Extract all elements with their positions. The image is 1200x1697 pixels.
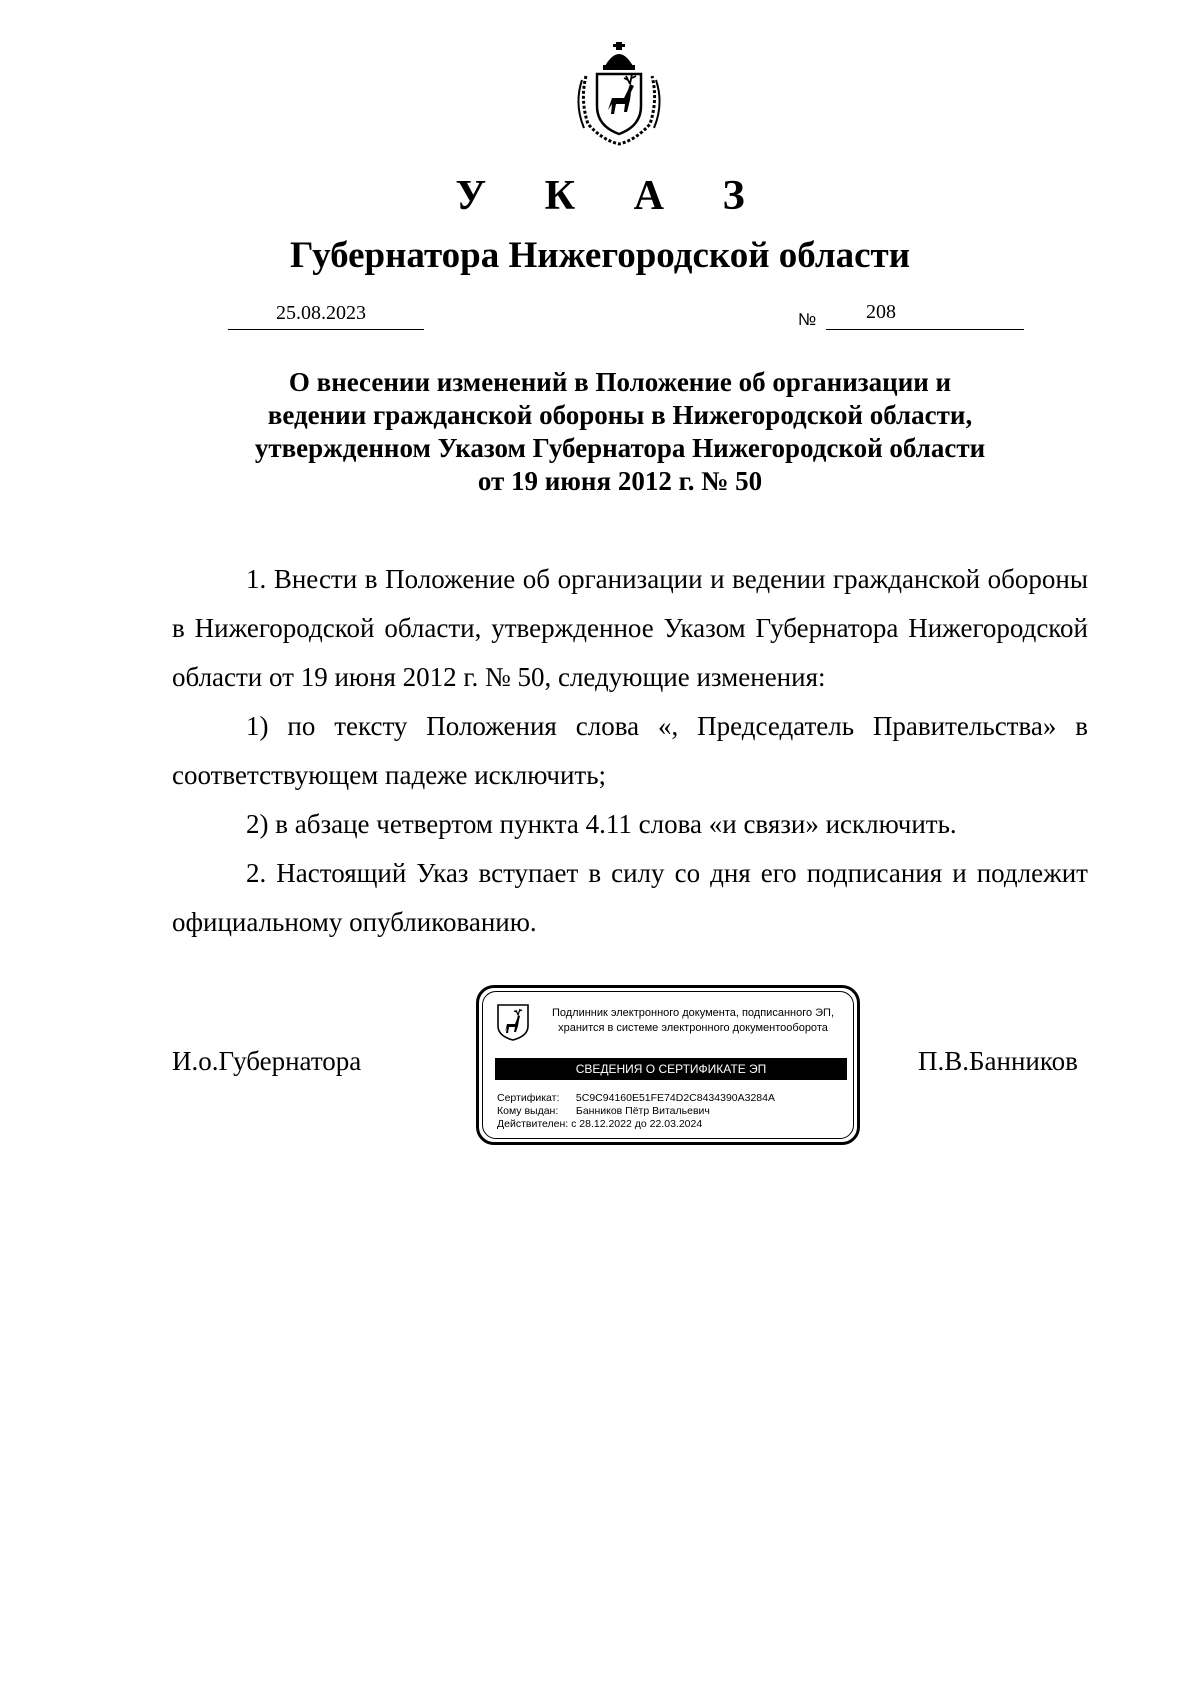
number-sign: № (798, 310, 817, 329)
document-subject (230, 366, 1010, 498)
number-underline (826, 303, 1024, 330)
certificate-label: Сертификат: (497, 1092, 560, 1104)
issued-to-value: Банников Пётр Витальевич (575, 1105, 710, 1117)
subject-line: О внесении изменений в Положение об организации и (288, 367, 952, 397)
certificate-value: 5C9C94160E51FE74D2C8434390A3284A (575, 1092, 775, 1104)
subject-line: от 19 июня 2012 г. № 50 (477, 466, 763, 496)
body-paragraph-1: 1. Внести в Положение об организации и ведении гражданской обороны в Нижегородской области, утвержденное Указом Губернатора Нижегородской области от 19 июня 2012 г. № 50, следующие изменения: (172, 564, 1088, 692)
document-date: 25.08.2023 (276, 302, 370, 327)
stamp-header-line: Подлинник электронного документа, подписанного ЭП, (551, 1007, 835, 1019)
deer-emblem-icon (495, 1002, 531, 1042)
body-paragraph-4: 2. Настоящий Указ вступает в силу со дня его подписания и подлежит официальному опубликованию. (172, 858, 1088, 937)
stamp-header (535, 1006, 851, 1036)
document-type-title: У К А З (455, 173, 769, 219)
coat-of-arms-icon (572, 40, 666, 146)
signatory-role: И.о.Губернатора (172, 1046, 362, 1076)
issuer-title: Губернатора Нижегородской области (289, 235, 911, 276)
certificate-details (497, 1092, 775, 1131)
issued-to-label: Кому выдан: (497, 1105, 559, 1117)
valid-value: с 28.12.2022 до 22.03.2024 (571, 1118, 703, 1130)
certificate-info-bar: СВЕДЕНИЯ О СЕРТИФИКАТЕ ЭП (495, 1058, 847, 1080)
stamp-header-line: хранится в системе электронного документооборота (558, 1022, 828, 1034)
valid-label: Действителен: (497, 1118, 569, 1130)
document-number: 208 (866, 301, 896, 323)
signatory-name: П.В.Банников (918, 1046, 1078, 1076)
electronic-signature-stamp (476, 985, 860, 1145)
subject-line: утвержденном Указом Губернатора Нижегородской области (254, 433, 986, 463)
body-paragraph-3: 2) в абзаце четвертом пункта 4.11 слова «и связи» исключить. (246, 809, 957, 839)
subject-line: ведении гражданской обороны в Нижегородской области, (267, 400, 973, 430)
document-body (172, 555, 1088, 947)
body-paragraph-2: 1) по тексту Положения слова «, Председатель Правительства» в соответствующем падеже исключить; (172, 711, 1088, 790)
